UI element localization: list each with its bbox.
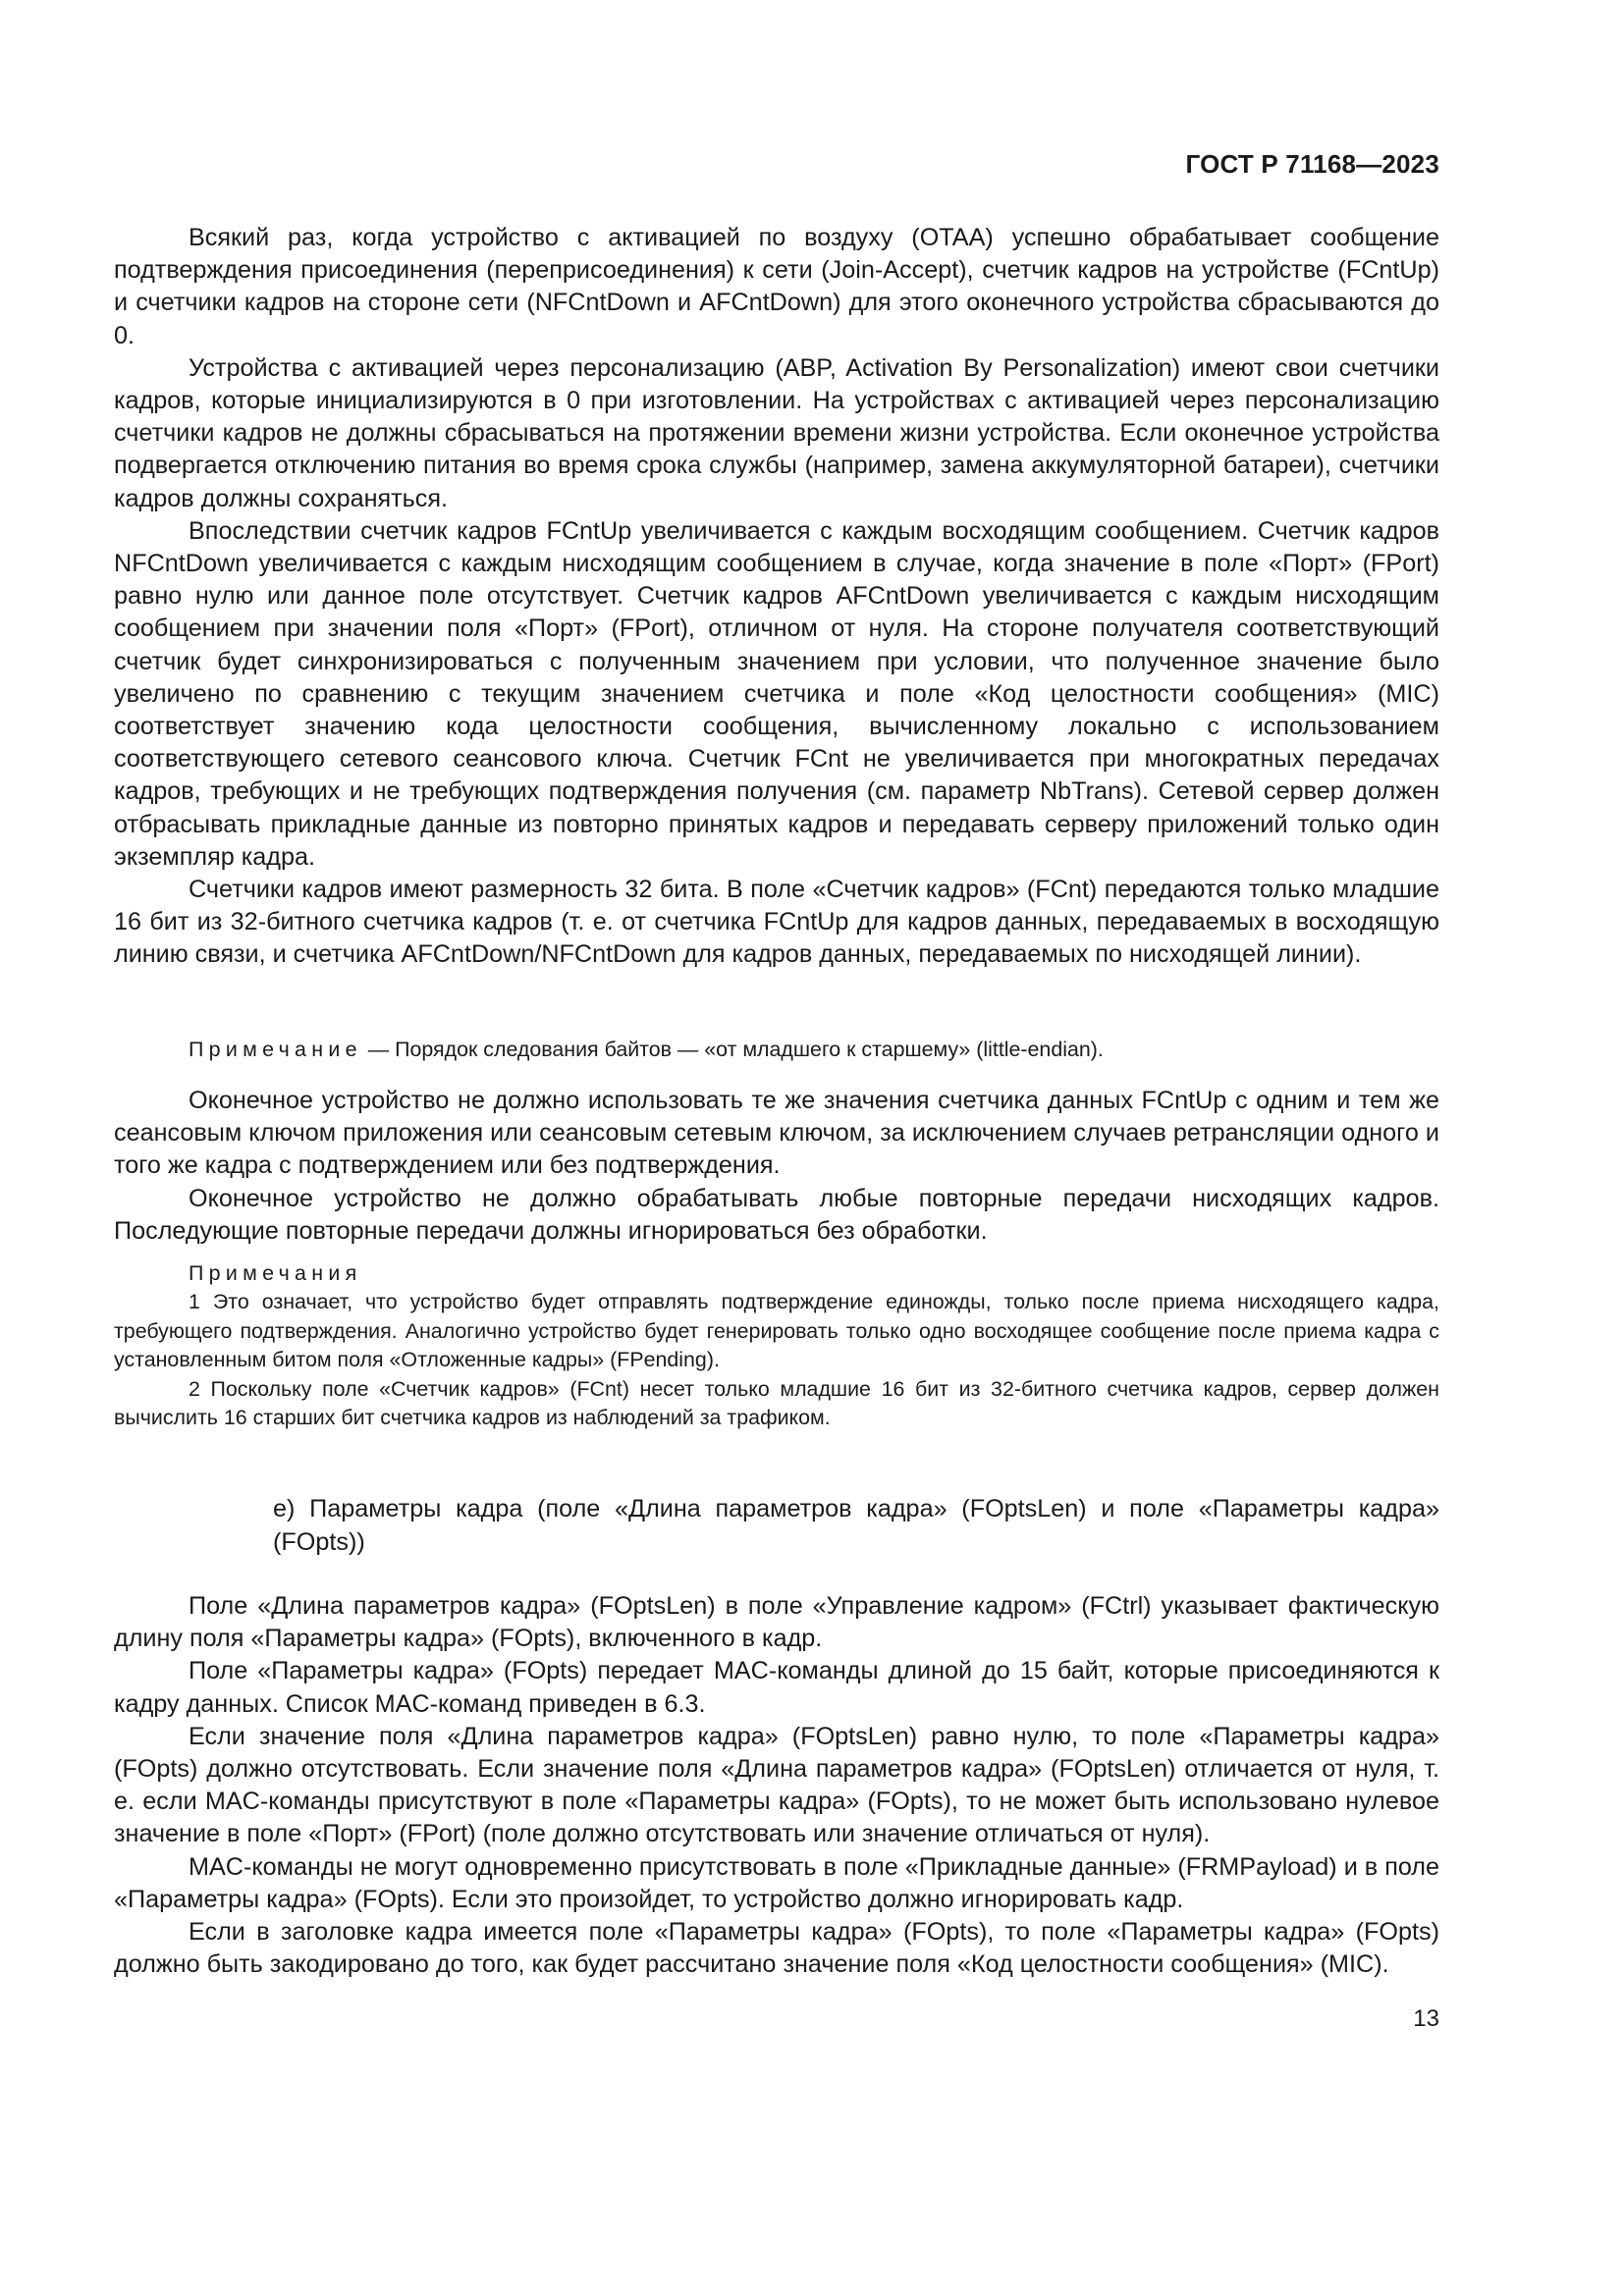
text-block-device-rules xyxy=(114,1085,1439,1248)
paragraph-mac-exclusive: MAC-команды не могут одновременно присутствовать в поле «Прикладные данные» (FRMPayload) и в поле «Параметры кадра» (FOpts). Если это произойдет, то устройство должно игнорировать кадр. xyxy=(114,1852,1439,1913)
note-item-2: 2 Поскольку поле «Счетчик кадров» (FCnt) несет только младшие 16 бит из 32-битного счетчика кадров, сервер должен вычислить 16 старших бит счетчика кадров из наблюдений за трафиком. xyxy=(114,1376,1439,1430)
text-block-fopts xyxy=(114,1590,1439,1981)
page-number: 13 xyxy=(1413,2005,1439,2032)
paragraph-abp-counters: Устройства с активацией через персонализацию (ABP, Activation By Personalization) имеют свои счетчики кадров, которые инициализируются в 0 при изготовлении. На устройствах с активацией через персонализацию счетчики кадров не должны сбрасываться на протяжении времени жизни устройства. Если оконечное устройства подвергается отключению питания во время срока службы (например, замена аккумуляторной батареи), счетчики кадров должны сохраняться. xyxy=(114,353,1439,512)
paragraph-foptslen-zero: Если значение поля «Длина параметров кадра» (FOptsLen) равно нулю, то поле «Параметры кадра» (FOpts) должно отсутствовать. Если значение поля «Длина параметров кадра» (FOptsLen) отличается от нуля, т. е. если MAC-команды присутствуют в поле «Параметры кадра» (FOpts), то не может быть использовано нулевое значение в поле «Порт» (FPort) (поле должно отсутствовать или значение отличаться от нуля). xyxy=(114,1722,1439,1848)
notes-block xyxy=(114,1259,1439,1432)
note-text: — Порядок следования байтов — «от младшего к старшему» (little-endian). xyxy=(361,1038,1104,1061)
paragraph-counter-increment: Впоследствии счетчик кадров FCntUp увеличивается с каждым восходящим сообщением. Счетчик кадров NFCntDown увеличивается с каждым нисходящим сообщением в случае, когда значение в поле «Порт» (FPort) равно нулю или данное поле отсутствует. Счетчик кадров AFCntDown увеличивается с каждым нисходящим сообщением при значении поля «Порт» (FPort), отличном от нуля. На стороне получателя соответствующий счетчик будет синхронизироваться с полученным значением при условии, что полученное значение было увеличено по сравнению с текущим значением счетчика и поле «Код целостности сообщения» (MIC) соответствует значению кода целостности сообщения, вычисленному локально с использованием соответствующего сетевого сеансового ключа. Счетчик FCnt не увеличивается при многократных передачах кадров, требующих и не требующих подтверждения получения (см. параметр NbTrans). Сетевой сервер должен отбрасывать прикладные данные из повторно принятых кадров и передавать серверу приложений только один экземпляр кадра. xyxy=(114,516,1439,871)
paragraph-retransmissions: Оконечное устройство не должно обрабатывать любые повторные передачи нисходящих кадров. Последующие повторные передачи должны игнорироваться без обработки. xyxy=(114,1184,1439,1245)
section-heading-fopts: e) Параметры кадра (поле «Длина параметров кадра» (FOptsLen) и поле «Параметры кадра» (FOpts)) xyxy=(273,1495,1439,1556)
paragraph-fcntup-reuse: Оконечное устройство не должно использовать те же значения счетчика данных FCntUp с одним и тем же сеансовым ключом приложения или сеансовым сетевым ключом, за исключением случаев ретрансляции одного и того же кадра с подтверждением или без подтверждения. xyxy=(114,1087,1439,1180)
paragraph-counter-size: Счетчики кадров имеют размерность 32 бита. В поле «Счетчик кадров» (FCnt) передаются только младшие 16 бит из 32-битного счетчика кадров (т. е. от счетчика FCntUp для кадров данных, передаваемых в восходящую линию связи, и счетчика AFCntDown/NFCntDown для кадров данных, передаваемых по нисходящей линии). xyxy=(114,876,1439,969)
standard-code-header: ГОСТ Р 71168—2023 xyxy=(1185,149,1439,179)
paragraph-fopts-encoding: Если в заголовке кадра имеется поле «Параметры кадра» (FOpts), то поле «Параметры кадра» (FOpts) должно быть закодировано до того, как будет рассчитано значение поля «Код целостности сообщения» (MIC). xyxy=(114,1918,1439,1979)
paragraph-fopts-mac: Поле «Параметры кадра» (FOpts) передает MAC-команды длиной до 15 байт, которые присоединяются к кадру данных. Список MAC-команд приведен в 6.3. xyxy=(114,1657,1439,1718)
note-item-1: 1 Это означает, что устройство будет отправлять подтверждение единожды, только после приема нисходящего кадра, требующего подтверждения. Аналогично устройство будет генерировать только одно восходящее сообщение после приема кадра с установленным битом поля «Отложенные кадры» (FPending). xyxy=(114,1290,1439,1372)
paragraph-foptslen: Поле «Длина параметров кадра» (FOptsLen) в поле «Управление кадром» (FCtrl) указывает фактическую длину поля «Параметры кадра» (FOpts), включенного в кадр. xyxy=(114,1592,1439,1653)
paragraph-otaa-reset: Всякий раз, когда устройство с активацией по воздуху (OTAA) успешно обрабатывает сообщение подтверждения присоединения (переприсоединения) к сети (Join-Accept), счетчик кадров на устройстве (FCntUp) и счетчики кадров на стороне сети (NFCntDown и AFCntDown) для этого оконечного устройства сбрасываются до 0. xyxy=(114,224,1439,349)
text-block-frame-counters xyxy=(114,222,1439,972)
note-byte-order xyxy=(189,1036,1439,1065)
note-lead-label: Примечание xyxy=(189,1038,362,1061)
notes-title: Примечания xyxy=(189,1261,362,1285)
